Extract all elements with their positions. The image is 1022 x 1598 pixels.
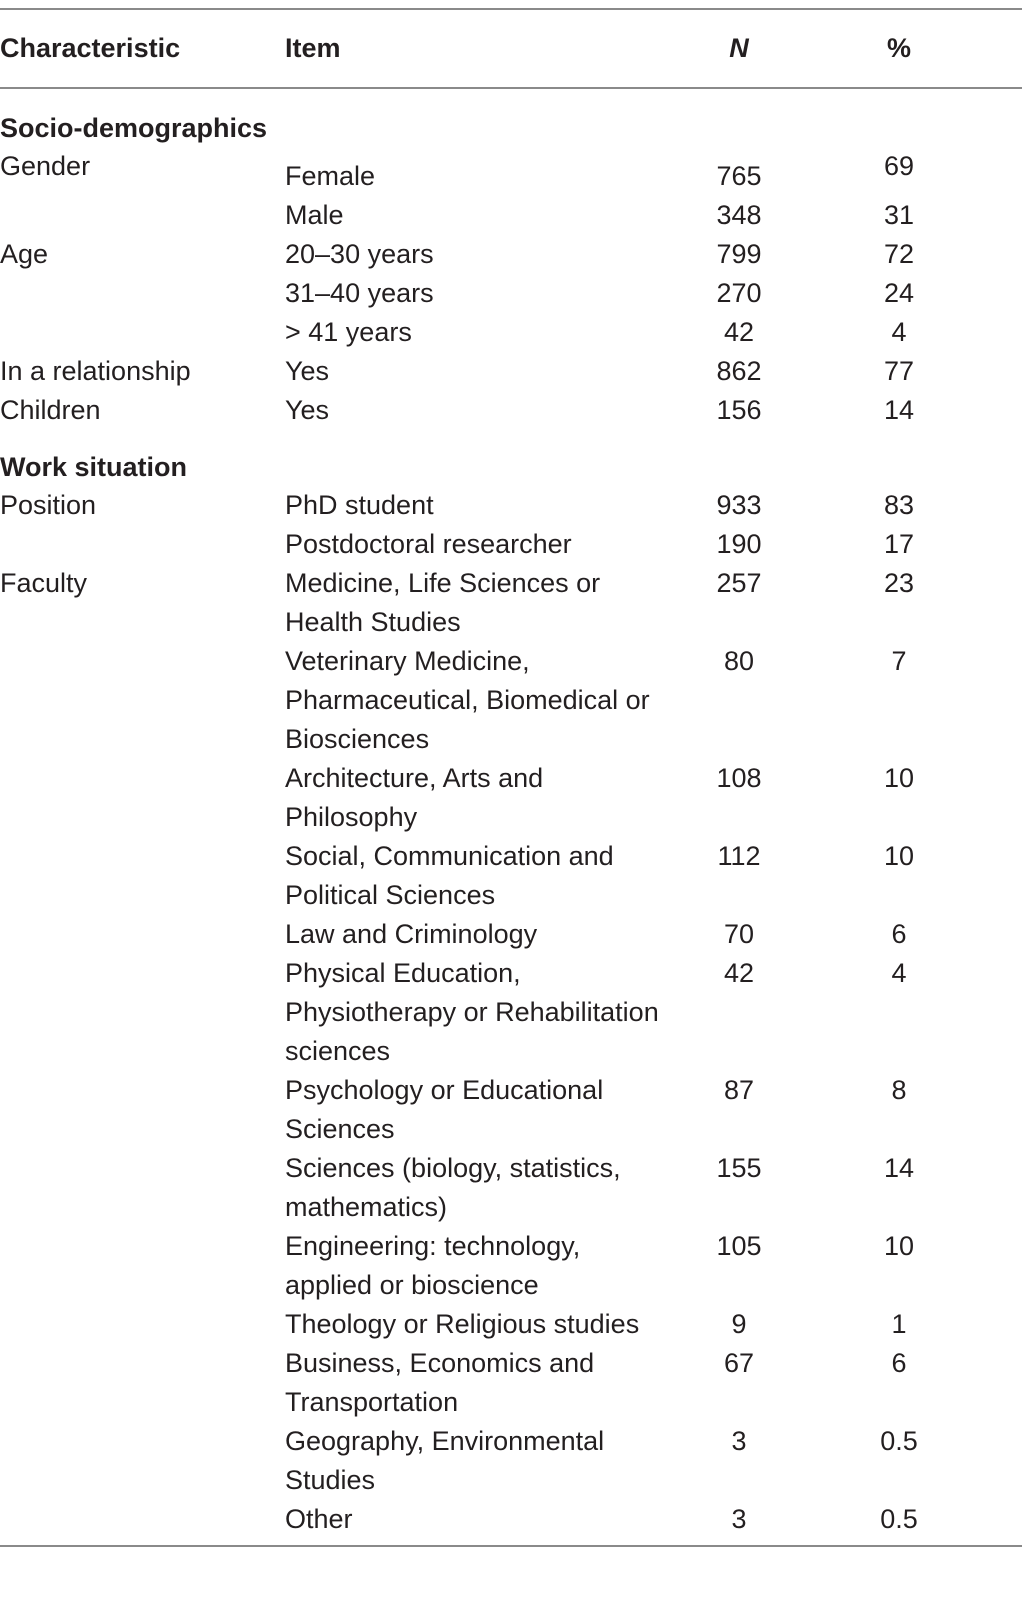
header-item: Item bbox=[285, 33, 341, 63]
table-row bbox=[0, 274, 1022, 313]
cell-item: Law and Criminology bbox=[285, 919, 538, 949]
cell-item: Physical Education, Physiotherapy or Rehabilitation sciences bbox=[285, 958, 659, 1066]
cell-n: 765 bbox=[716, 161, 762, 191]
table-row bbox=[0, 564, 1022, 642]
cell-n: 112 bbox=[717, 841, 761, 871]
cell-n: 862 bbox=[716, 356, 762, 386]
table-row bbox=[0, 1344, 1022, 1422]
cell-pct: 14 bbox=[883, 395, 915, 425]
cell-pct: 1 bbox=[891, 1309, 907, 1339]
header-n: N bbox=[729, 33, 749, 63]
cell-n: 87 bbox=[723, 1075, 755, 1105]
cell-n: 156 bbox=[716, 395, 762, 425]
cell-pct: 6 bbox=[891, 919, 907, 949]
cell-item: Theology or Religious studies bbox=[285, 1309, 640, 1339]
cell-item: 20–30 years bbox=[285, 239, 434, 269]
cell-item: Male bbox=[285, 200, 344, 230]
cell-item: Medicine, Life Sciences or Health Studies bbox=[285, 568, 601, 637]
cell-item: Yes bbox=[285, 395, 330, 425]
cell-n: 933 bbox=[716, 490, 762, 520]
cell-pct: 72 bbox=[883, 239, 915, 269]
cell-pct: 6 bbox=[891, 1348, 907, 1378]
cell-item: Architecture, Arts and Philosophy bbox=[285, 763, 544, 832]
table-row bbox=[0, 391, 1022, 430]
cell-item: Veterinary Medicine, Pharmaceutical, Biomedical or Biosciences bbox=[285, 646, 650, 754]
table-row bbox=[0, 1227, 1022, 1305]
cell-pct: 7 bbox=[891, 646, 907, 676]
table-row bbox=[0, 1305, 1022, 1344]
cell-characteristic: Faculty bbox=[0, 568, 88, 598]
cell-pct: 10 bbox=[883, 841, 915, 871]
cell-characteristic: Children bbox=[0, 395, 101, 425]
cell-pct: 4 bbox=[891, 317, 907, 347]
table-row bbox=[0, 642, 1022, 759]
cell-item: Geography, Environmental Studies bbox=[285, 1426, 605, 1495]
table-row bbox=[0, 954, 1022, 1071]
cell-pct: 10 bbox=[883, 763, 915, 793]
cell-n: 70 bbox=[723, 919, 755, 949]
cell-n: 67 bbox=[723, 1348, 755, 1378]
cell-item: Business, Economics and Transportation bbox=[285, 1348, 595, 1417]
cell-n: 270 bbox=[716, 278, 762, 308]
cell-n: 42 bbox=[723, 317, 755, 347]
cell-characteristic: Gender bbox=[0, 151, 91, 181]
cell-n: 190 bbox=[716, 529, 762, 559]
section-heading: Work situation bbox=[0, 452, 188, 482]
table-row bbox=[0, 352, 1022, 391]
table-row bbox=[0, 525, 1022, 564]
table-row bbox=[0, 1149, 1022, 1227]
cell-pct: 69 bbox=[883, 151, 915, 181]
cell-item: Yes bbox=[285, 356, 330, 386]
demographics-table bbox=[0, 8, 1022, 1547]
table-row bbox=[0, 313, 1022, 352]
table-row bbox=[0, 837, 1022, 915]
cell-n: 80 bbox=[723, 646, 755, 676]
cell-n: 42 bbox=[723, 958, 755, 988]
cell-pct: 8 bbox=[891, 1075, 907, 1105]
cell-pct: 17 bbox=[883, 529, 915, 559]
table-row bbox=[0, 915, 1022, 954]
cell-item: Engineering: technology, applied or bioscience bbox=[285, 1231, 581, 1300]
cell-pct: 0.5 bbox=[880, 1426, 918, 1456]
cell-item: Social, Communication and Political Sciences bbox=[285, 841, 614, 910]
table-row bbox=[0, 196, 1022, 235]
cell-pct: 4 bbox=[891, 958, 907, 988]
table-row bbox=[0, 1422, 1022, 1500]
cell-item: > 41 years bbox=[285, 317, 412, 347]
cell-n: 799 bbox=[716, 239, 762, 269]
table-row bbox=[0, 759, 1022, 837]
table-row bbox=[0, 1071, 1022, 1149]
cell-n: 105 bbox=[716, 1231, 762, 1261]
cell-item: Psychology or Educational Sciences bbox=[285, 1075, 604, 1144]
cell-pct: 23 bbox=[883, 568, 915, 598]
cell-pct: 14 bbox=[883, 1153, 915, 1183]
cell-characteristic: Position bbox=[0, 490, 97, 520]
cell-pct: 83 bbox=[883, 490, 915, 520]
cell-n: 155 bbox=[716, 1153, 762, 1183]
cell-characteristic: Age bbox=[0, 239, 49, 269]
cell-item: PhD student bbox=[285, 490, 434, 520]
header-pct: % bbox=[886, 33, 911, 63]
cell-characteristic: In a relationship bbox=[0, 356, 191, 386]
cell-n: 3 bbox=[731, 1426, 747, 1456]
cell-pct: 31 bbox=[883, 200, 915, 230]
table-row bbox=[0, 147, 1022, 196]
cell-n: 348 bbox=[716, 200, 762, 230]
table-body bbox=[0, 89, 1022, 1545]
section-heading: Socio-demographics bbox=[0, 113, 268, 143]
cell-n: 257 bbox=[716, 568, 762, 598]
cell-item: Postdoctoral researcher bbox=[285, 529, 572, 559]
cell-pct: 24 bbox=[883, 278, 915, 308]
cell-item: Sciences (biology, statistics, mathematics) bbox=[285, 1153, 621, 1222]
table-header bbox=[0, 10, 1022, 87]
table-row bbox=[0, 235, 1022, 274]
cell-n: 108 bbox=[716, 763, 762, 793]
cell-n: 3 bbox=[731, 1504, 747, 1534]
cell-pct: 0.5 bbox=[880, 1504, 918, 1534]
bottom-rule bbox=[0, 1545, 1022, 1547]
header-characteristic: Characteristic bbox=[0, 33, 181, 63]
cell-item: 31–40 years bbox=[285, 278, 434, 308]
cell-n: 9 bbox=[731, 1309, 747, 1339]
cell-pct: 10 bbox=[883, 1231, 915, 1261]
cell-pct: 77 bbox=[883, 356, 915, 386]
table-row bbox=[0, 1500, 1022, 1539]
table-row bbox=[0, 486, 1022, 525]
cell-item: Female bbox=[285, 161, 376, 191]
cell-item: Other bbox=[285, 1504, 353, 1534]
